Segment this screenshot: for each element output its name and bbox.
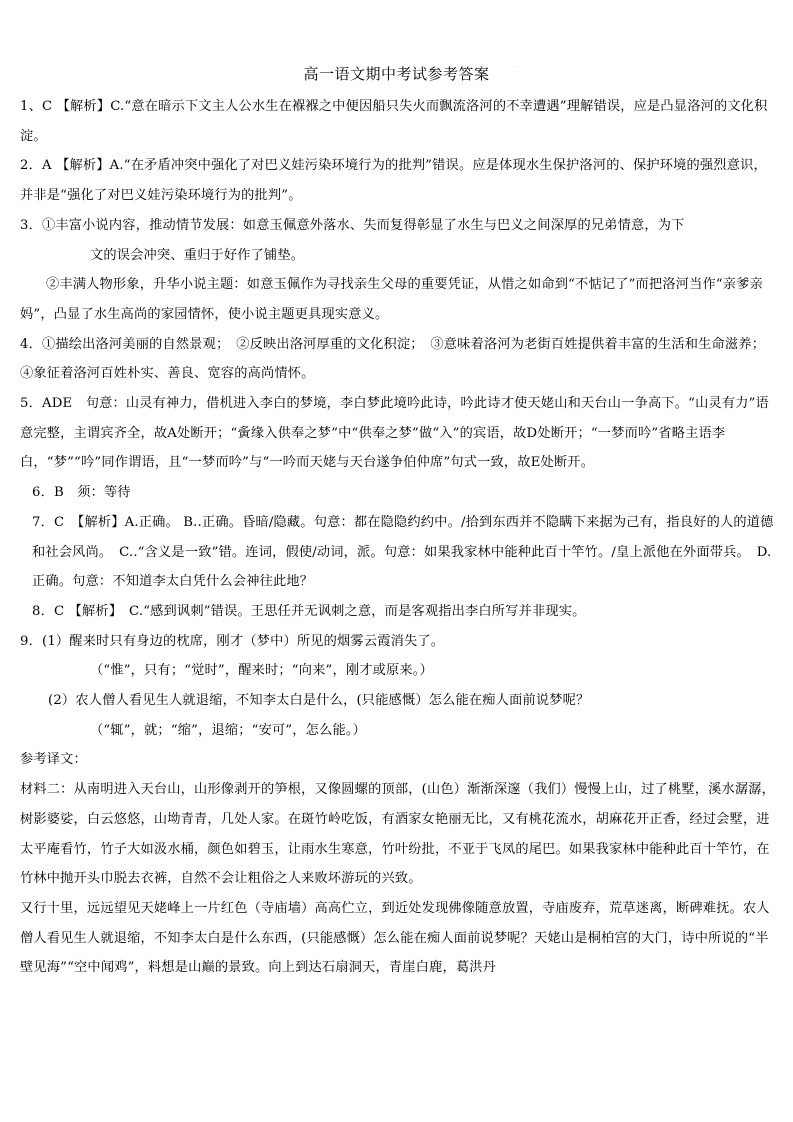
answer-9-1: 9．(1）醒来时只有身边的枕席，刚才（梦中）所见的烟雾云霞消失了。 bbox=[20, 633, 445, 649]
answer-1: 1、C 【解析】C.“意在暗示下文主人公水生在褓褓之中便因船只失火而飘流洛河的不幸遭遇”理解错误，应是凸显洛河的文化积淀。 bbox=[20, 99, 768, 144]
document-title: 高一语文期中考试参考答案 bbox=[303, 65, 490, 83]
translation-heading: 参考译文： bbox=[20, 752, 87, 768]
translation-material-2-cont: 又行十里，远远望见天姥峰上一片红色（寺庙墙）高高伫立，到近处发现佛像随意放置，寺庙废弃，荒草迷离，断碑难抚。农人僧人看见生人就退缩，不知李太白是什么东西，(只能感慨）怎么能在痴人面前说梦呢？天姥山是桐柏宫的大门，诗中所说的“半壁见海”“空中闻鸡”，料想是山巅的景致。向上到达石扇洞天，青崖白鹿，葛洪丹 bbox=[20, 900, 770, 976]
answer-7: 7．C 【解析】A.正确。 B..正确。昏暗/隐藏。句意：都在隐隐约约中。/拾到东西并不隐瞒下来据为己有，指良好的人的道德和社会风尚。 C..“含义是一致”错。连词，假使/动词，派。句意：如果我家林中能种此百十竿竹。/皇上派他在外面带兵。 D.正确。句意：不知道李太白凭什么会神往此地？ bbox=[32, 514, 774, 590]
answer-key-body bbox=[20, 92, 777, 983]
answer-9-2-note: （“辄”，就；“缩”，退缩；“安可”，怎么能。） bbox=[90, 722, 367, 738]
answer-5: 5．ADE 句意：山灵有神力，借机进入李白的梦境，李白梦此境吟此诗，吟此诗才使天姥山和天台山一争高下。“山灵有力”语意完整，主谓宾齐全，故A处断开；“夤缘入供奉之梦”中“供奉之梦”做“入”的宾语，故D处断开；“一梦而吟”省略主语李白，“梦”“吟”同作谓语，且“一梦而吟”与“一吟而天姥与天台遂争伯仲席”句式一致，故E处断开。 bbox=[20, 396, 769, 471]
answer-9-1-note: （“惟”，只有；“觉时”，醒来时；“向来”，刚才或原来。） bbox=[90, 663, 433, 679]
answer-6: 6．B 须：等待 bbox=[32, 485, 131, 501]
answer-9-2: (2）农人僧人看见生人就退缩，不知李太白是什么，(只能感慨）怎么能在痴人面前说梦呢？ bbox=[48, 693, 590, 709]
answer-3-point-1-cont: 文的误会冲突、重归于好作了铺垫。 bbox=[90, 247, 305, 263]
answer-3-point-1: 3．①丰富小说内容，推动情节发展：如意玉佩意外落水、失而复得彰显了水生与巴义之间深厚的兄弟情意，为下 bbox=[20, 217, 685, 233]
answer-2: 2．A 【解析】A.“在矛盾冲突中强化了对巴义娃污染环境行为的批判”错误。应是体现水生保护洛河的、保护环境的强烈意识，并非是“强化了对巴义娃污染环境行为的批判”。 bbox=[20, 158, 767, 204]
translation-material-2: 材料二：从南明进入天台山，山形像剥开的笋根，又像圆螺的顶部，(山色）渐渐深邃（我们）慢慢上山，过了桃墅，溪水潺潺，树影婆娑，白云悠悠，山坳青青，几处人家。在斑竹岭吃饭，有酒家女艳丽无比，又有桃花流水，胡麻花开正香，经过会墅，进太平庵看竹，竹子大如汲水桶，颜色如碧玉，让雨水生寒意，竹叶纷批，不亚于飞凤的尾巴。如果我家林中能种此百十竿竹，在竹林中抛开头巾脱去衣裤，自然不会让粗俗之人来败坏游玩的兴致。 bbox=[20, 782, 776, 887]
answer-4: 4．①描绘出洛河美丽的自然景观； ②反映出洛河厚重的文化积淀； ③意味着洛河为老街百姓提供着丰富的生活和生命滋养； ④象征着洛河百姓朴实、善良、宽容的高尚情怀。 bbox=[20, 336, 772, 382]
decorative-dot: · bbox=[514, 64, 516, 70]
answer-8: 8．C 【解析】 C.“感到讽刺”错误。王思任并无讽刺之意，而是客观指出李白所写并非现实。 bbox=[32, 603, 586, 619]
answer-3-point-2: ②丰满人物形象，升华小说主题：如意玉佩作为寻找亲生父母的重要凭证，从惜之如命到“不惦记了”而把洛河当作“亲爹亲妈”，凸显了水生高尚的家园情怀，使小说主题更具现实意义。 bbox=[20, 277, 763, 322]
